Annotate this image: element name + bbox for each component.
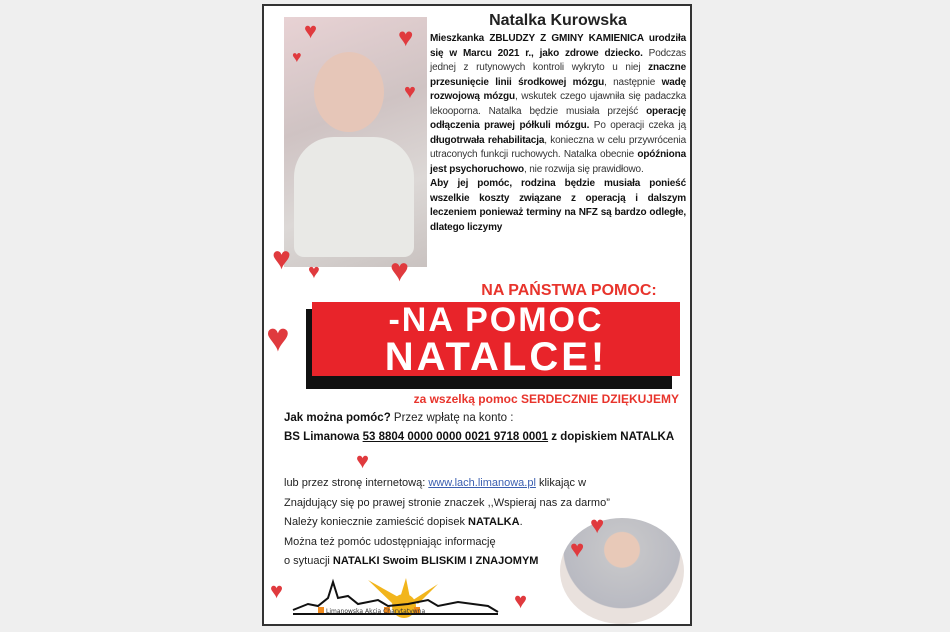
bank-name: BS Limanowa: [284, 431, 360, 443]
heart-icon: ♥: [266, 316, 290, 360]
info-line: Można też pomóc udostępniając informację: [284, 535, 496, 548]
account-number: 53 8804 0000 0000 0021 9718 0001: [362, 431, 549, 443]
more-info: lub przez stronę internetową: www.lach.limanowa.pl klikając w Znajdujący się po prawej stronie znaczek ,,Wspieraj nas za darmo” Należy koniecznie zamieścić dopisek NATALKA. Można też pomóc udostępniając informację o sytuacji NATALKI Swoim BLISKIM I ZNAJOMYM: [284, 477, 610, 567]
story-segment: , następnie: [604, 76, 662, 88]
story-segment: Mieszkanka ZBLUDZY Z GMINY KAMIENICA urodziła się w Marcu 2021 r., jako zdrowe dziecko.: [430, 33, 686, 59]
info-bold: NATALKA: [468, 516, 520, 528]
story-segment: wadę rozwojową mózgu: [430, 76, 687, 102]
charity-logo: [288, 578, 503, 618]
story-segment: znaczne przesunięcie linii środkowej mózgu: [430, 62, 686, 88]
poster: [262, 4, 692, 626]
story-segment: opóźniona jest psychoruchowo: [430, 149, 686, 175]
story-segment: , konieczna w celu przywrócenia utraconych funkcji ruchowych. Natalka obecnie: [430, 134, 686, 160]
story-segment: operację odłączenia prawej półkuli mózgu.: [430, 105, 686, 131]
thanks-text: za wszelką pomoc SERDECZNIE DZIĘKUJEMY: [413, 392, 679, 406]
story-segment: długotrwała rehabilitacja: [430, 134, 545, 146]
banner: [312, 301, 680, 379]
heart-icon: ♥: [390, 252, 409, 288]
info-line: o sytuacji: [284, 555, 333, 567]
how-text: Przez wpłatę na konto :: [390, 412, 514, 424]
web-prefix: lub przez stronę internetową:: [284, 477, 429, 489]
heart-icon: ♥: [292, 49, 302, 66]
story-text: [430, 32, 686, 235]
how-question: Jak można pomóc?: [284, 412, 391, 424]
website-link[interactable]: www.lach.limanowa.pl: [428, 477, 536, 489]
info-line: Należy koniecznie zamieścić dopisek: [284, 516, 469, 528]
web-suffix: klikając w: [535, 477, 587, 489]
heart-icon: ♥: [590, 512, 605, 539]
heart-icon: ♥: [404, 81, 416, 103]
lead-heading: NA PAŃSTWA POMOC:: [481, 282, 657, 299]
heart-icon: ♥: [398, 22, 414, 52]
story-paragraph: [430, 33, 686, 175]
account-suffix: z dopiskiem NATALKA: [548, 431, 675, 443]
story-segment: Po operacji czeka ją: [589, 120, 686, 131]
logo-text: Limanowska Akcja Charytatywna: [326, 608, 426, 615]
appeal-paragraph: Aby jej pomóc, rodzina będzie musiała ponieść wszelkie koszty związane z operacją i dalszym leczeniem ponieważ terminy na NFZ są bardzo odległe, dlatego liczymy: [430, 178, 686, 233]
heart-icon: ♥: [356, 448, 370, 473]
baby-photo: [284, 17, 427, 267]
heart-icon: ♥: [304, 18, 318, 43]
heart-icon: ♥: [570, 536, 585, 563]
donation-info: [284, 409, 674, 447]
heart-icon: ♥: [270, 578, 284, 603]
story-segment: , nie rozwija się prawidłowo.: [524, 163, 644, 175]
story-segment: , wskutek czego ujawniła się padaczka lekooporna. Natalka będzie musiała przejść: [430, 91, 687, 117]
info-line: Znajdujący się po prawej stronie znaczek ,,Wspieraj nas za darmo”: [284, 496, 610, 509]
banner-line: NATALCE!: [384, 335, 608, 379]
info-bold: NATALKI Swoim BLISKIM I ZNAJOMYM: [332, 555, 539, 567]
heart-icon: ♥: [514, 588, 528, 613]
story-segment: Podczas jednej z rutynowych kontroli wykryto u niej: [430, 47, 686, 73]
poster-title: Natalka Kurowska: [489, 12, 627, 29]
heart-icon: ♥: [308, 261, 320, 283]
heart-icon: ♥: [272, 240, 291, 276]
banner-line: -NA POMOC: [388, 301, 604, 339]
